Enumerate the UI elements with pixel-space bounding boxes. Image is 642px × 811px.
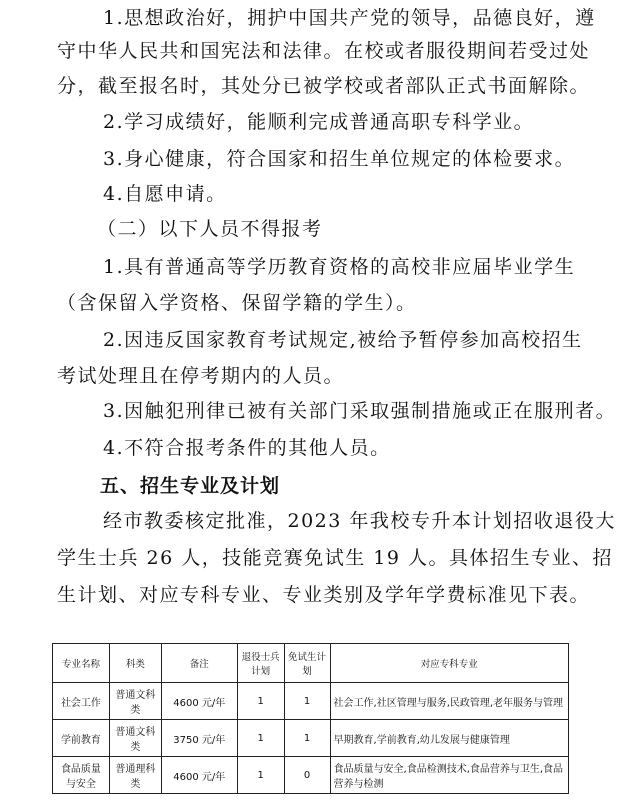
table-row	[53, 757, 569, 794]
p7-line-1: 2.因违反国家教育考试规定,被给予暂停参加高校招生	[103, 329, 583, 351]
header-veteran-plan: 退役士兵计划	[237, 644, 284, 683]
cell-veteran-plan: 1	[237, 757, 284, 794]
cell-exempt-plan: 1	[284, 683, 330, 720]
header-exempt-plan: 免试生计划	[284, 644, 330, 683]
p4-line-1: 4.自愿申请。	[103, 183, 227, 205]
header-major: 专业名称	[53, 644, 110, 683]
p2-line-1: 2.学习成绩好，能顺利完成普通高职专科学业。	[103, 111, 535, 133]
p7-line-2: 考试处理且在停考期内的人员。	[57, 365, 345, 387]
cell-category: 普通文科类	[109, 683, 161, 720]
header-note: 备注	[161, 644, 237, 683]
table-row	[53, 683, 569, 720]
table-header-row	[53, 644, 569, 683]
intro-line-2: 学生士兵 26 人，技能竞赛免试生 19 人。具体招生专业、招	[57, 547, 614, 569]
intro-line-3: 生计划、对应专科专业、专业类别及学年学费标准见下表。	[57, 584, 591, 606]
cell-veteran-plan: 1	[237, 720, 284, 757]
cell-category: 普通理科类	[109, 757, 161, 794]
cell-major: 食品质量与安全	[53, 757, 110, 794]
p1-line-1: 1.思想政治好，拥护中国共产党的领导，品德良好，遵	[103, 7, 596, 29]
cell-matching-majors: 社会工作,社区管理与服务,民政管理,老年服务与管理	[330, 683, 568, 720]
p1-line-2: 守中华人民共和国宪法和法律。在校或者服役期间若受过处	[57, 40, 591, 62]
p3-line-1: 3.身心健康，符合国家和招生单位规定的体检要求。	[103, 148, 576, 170]
cell-note: 3750 元/年	[161, 720, 237, 757]
p8-line-1: 3.因触犯刑律已被有关部门采取强制措施或正在服刑者。	[103, 400, 617, 422]
cell-note: 4600 元/年	[161, 683, 237, 720]
cell-matching-majors: 早期教育,学前教育,幼儿发展与健康管理	[330, 720, 568, 757]
header-category: 科类	[109, 644, 161, 683]
cell-major: 社会工作	[53, 683, 110, 720]
p5-line-1: （二）以下人员不得报考	[97, 218, 323, 240]
cell-exempt-plan: 0	[284, 757, 330, 794]
p6-line-2: （含保留入学资格、保留学籍的学生）。	[57, 292, 417, 314]
p1-line-3: 分，截至报名时，其处分已被学校或者部队正式书面解除。	[57, 75, 591, 97]
cell-note: 4600 元/年	[161, 757, 237, 794]
section-heading: 五、招生专业及计划	[100, 475, 281, 497]
cell-veteran-plan: 1	[237, 683, 284, 720]
header-matching-majors: 对应专科专业	[330, 644, 568, 683]
p6-line-1: 1.具有普通高等学历教育资格的高校非应届毕业学生	[103, 256, 576, 278]
cell-category: 普通文科类	[109, 720, 161, 757]
cell-exempt-plan: 1	[284, 720, 330, 757]
table-row	[53, 720, 569, 757]
cell-matching-majors: 食品质量与安全,食品检测技术,食品营养与卫生,食品营养与检测	[330, 757, 568, 794]
enrollment-plan-table	[52, 643, 569, 794]
p9-line-1: 4.不符合报考条件的其他人员。	[103, 437, 391, 459]
intro-line-1: 经市教委核定批准，2023 年我校专升本计划招收退役大	[103, 510, 616, 532]
cell-major: 学前教育	[53, 720, 110, 757]
